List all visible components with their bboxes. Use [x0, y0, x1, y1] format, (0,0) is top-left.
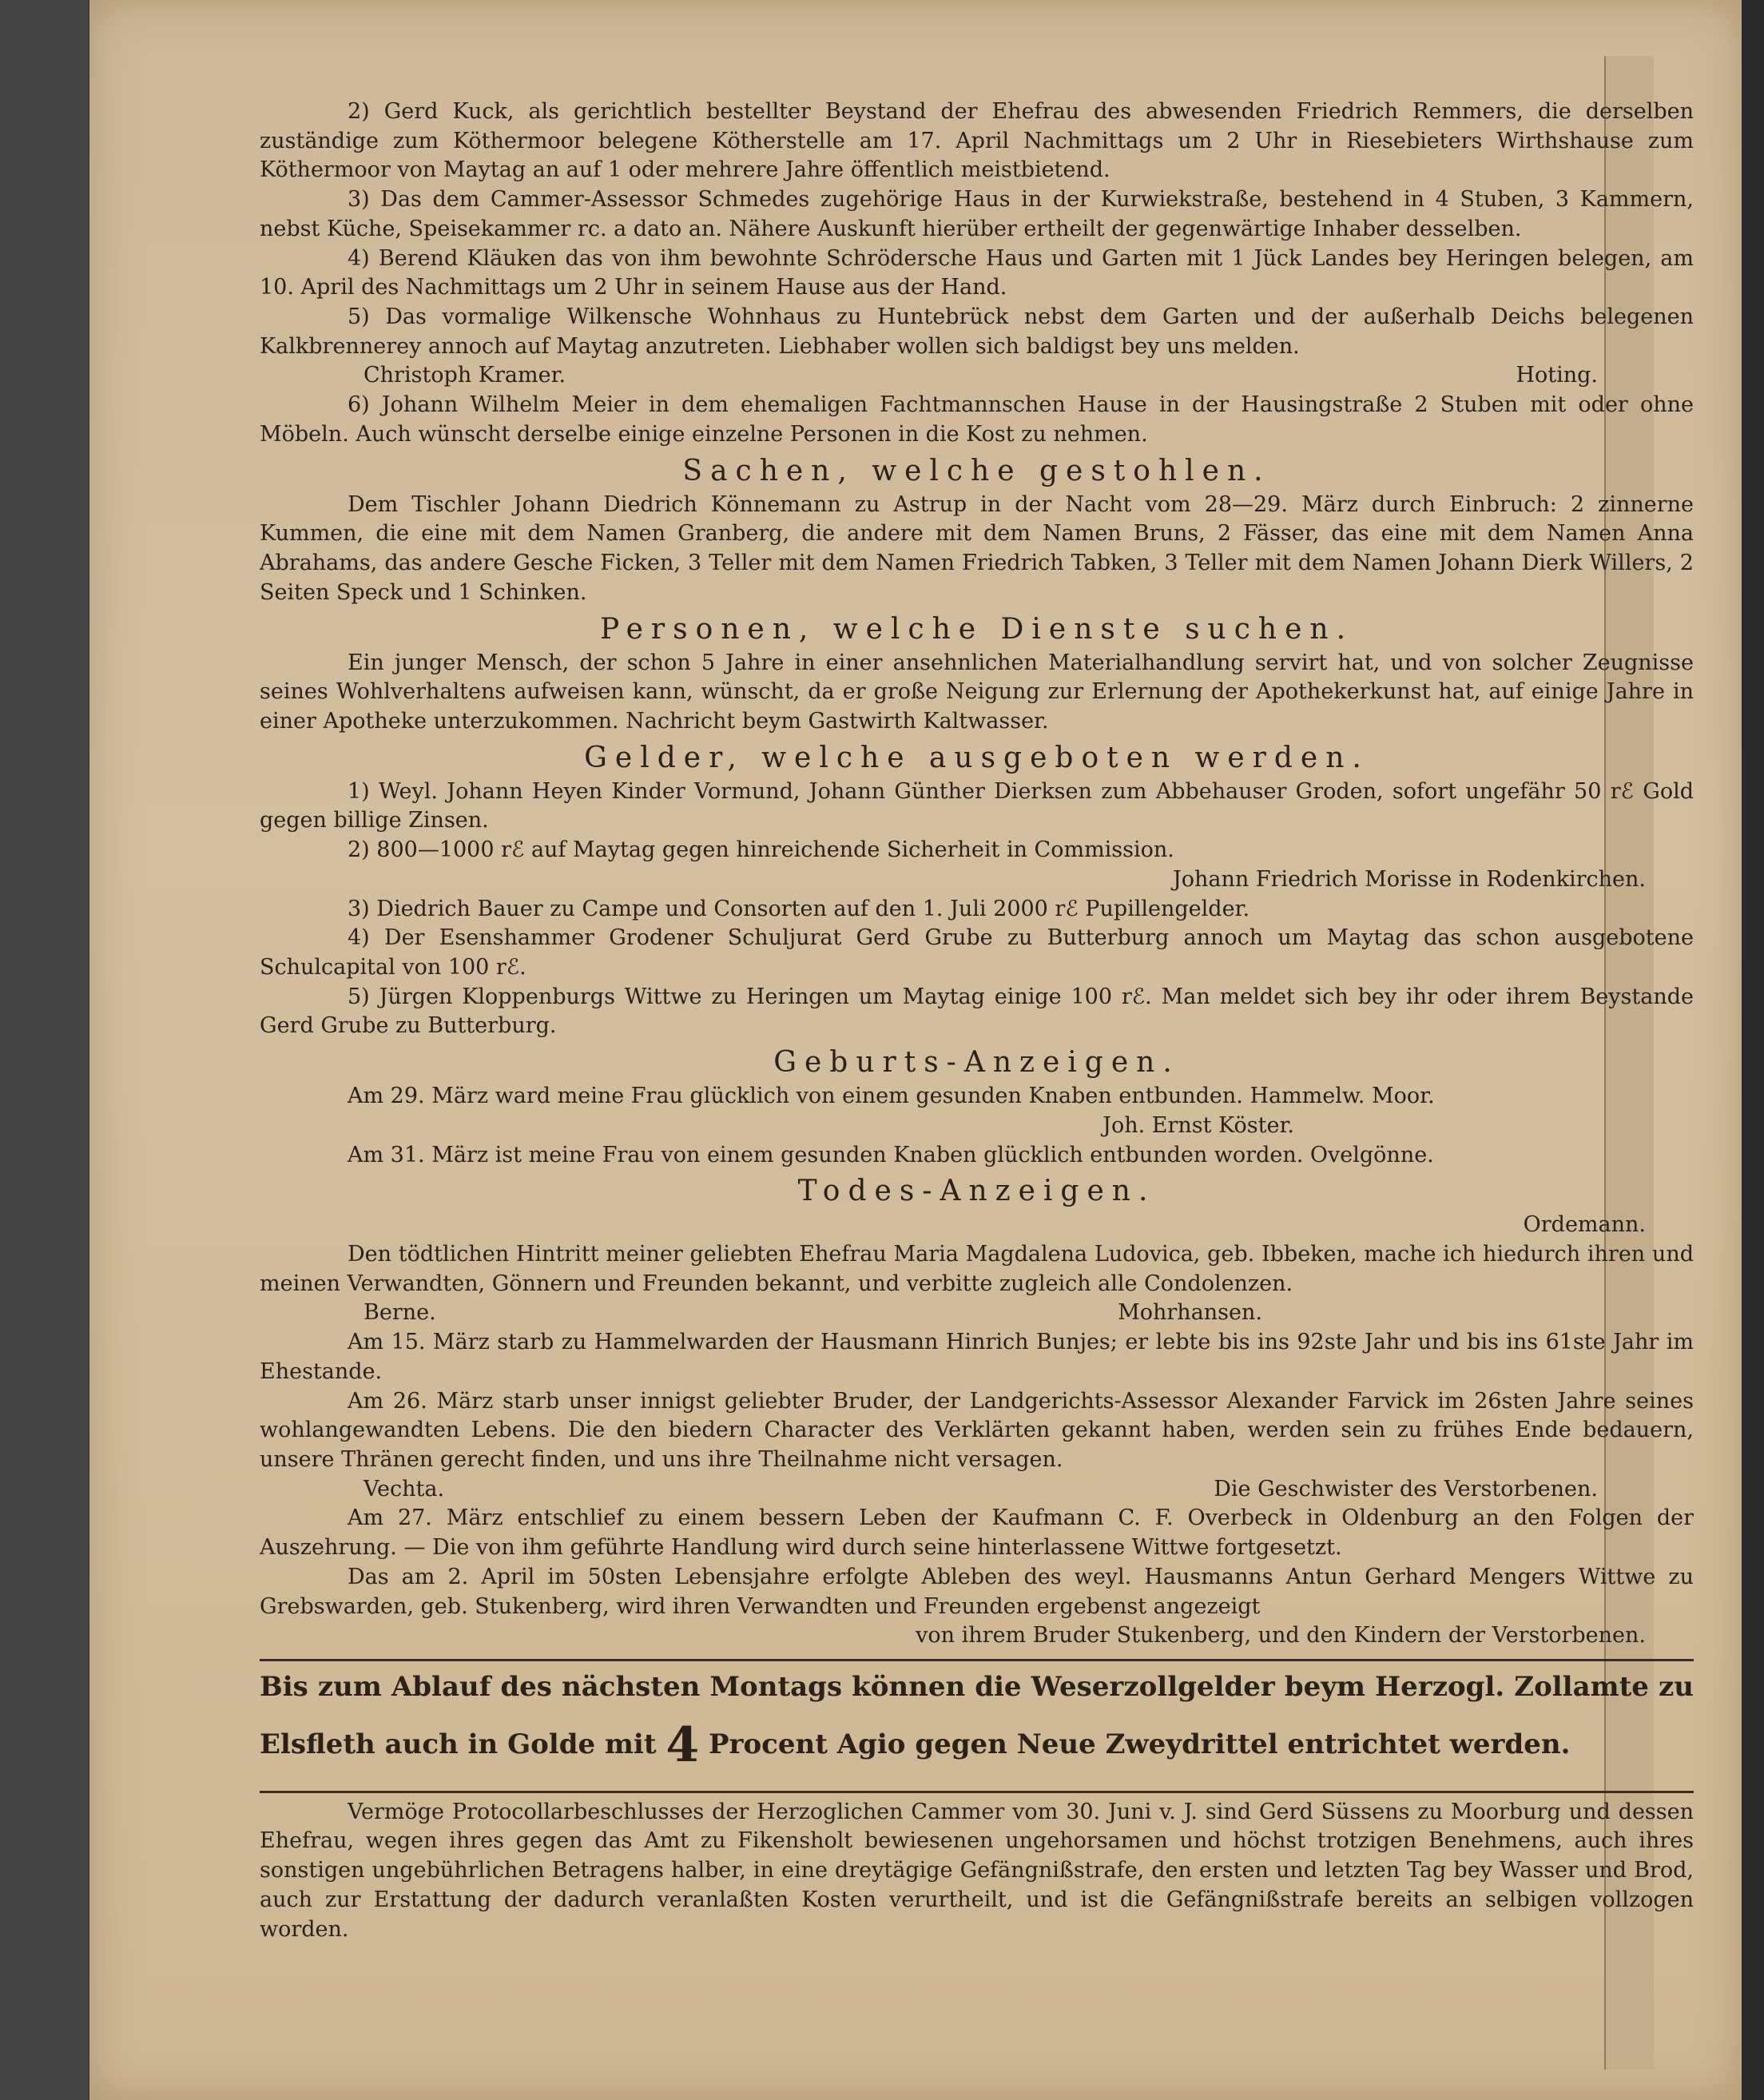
signature-mohrhansen: Mohrhansen.	[1118, 1300, 1262, 1326]
signature-geschwister: Die Geschwister des Verstorbenen.	[1214, 1476, 1598, 1501]
money-item-4: 4) Der Esenshammer Grodener Schuljurat Gerd Grube zu Butterburg annoch um Maytag das schon ausgebotene Schulcapital von 100 rℰ.	[260, 925, 1694, 980]
notice-item-2: 2) Gerd Kuck, als gerichtlich bestellter Beystand der Ehefrau des abwesenden Friedrich Remmers, die derselben zuständige zum Köthermoor belegene Kötherstelle am 17. April Nachmittags um 2 Uhr in Riesebieters Wirthshause zum Köthermoor von Maytag an auf 1 oder mehrere Jahre öffentlich meistbietend.	[260, 99, 1694, 183]
birth-notice-2: Am 31. März ist meine Frau von einem gesunden Knaben glücklich entbunden worden. Ovelgönne.	[348, 1142, 1434, 1167]
money-item-1: 1) Weyl. Johann Heyen Kinder Vormund, Johann Günther Dierksen zum Abbehauser Groden, sofort ungefähr 50 rℰ Gold gegen billige Zinsen.	[260, 778, 1694, 833]
death-notice-5: Das am 2. April im 50sten Lebensjahre erfolgte Ableben des weyl. Hausmanns Antun Gerhard Mengers Wittwe zu Grebswarden, geb. Stukenberg, wird ihren Verwandten und Freunden ergebenst angezeigt	[260, 1564, 1694, 1619]
money-item-5: 5) Jürgen Kloppenburgs Wittwe zu Heringen um Maytag einige 100 rℰ. Man meldet sich bey ihr oder ihrem Beystande Gerd Grube zu Butterburg.	[260, 984, 1694, 1039]
signature-line	[260, 361, 1694, 391]
notice-item-4: 4) Berend Kläuken das von ihm bewohnte Schrödersche Haus und Garten mit 1 Jück Landes bey Heringen belegen, am 10. April des Nachmittags um 2 Uhr in seinem Hause aus der Hand.	[260, 245, 1694, 300]
signature-koester: Joh. Ernst Köster.	[1102, 1112, 1294, 1138]
death-notice-3: Am 26. März starb unser innigst geliebter Bruder, der Landgerichts-Assessor Alexander Farvick im 26sten Jahre seines wohlangewandten Lebens. Die den biedern Character des Verklärten gekannt haben, werden sein zu frühes Ende bedauern, unsere Thränen gerecht finden, und uns ihre Theilnahme nicht versagen.	[260, 1388, 1694, 1473]
customs-notice-percent: 4	[665, 1716, 700, 1773]
money-item-3: 3) Diedrich Bauer zu Campe und Consorten auf den 1. Juli 2000 rℰ Pupillengelder.	[348, 896, 1250, 921]
scanner-background-left	[0, 0, 88, 2100]
signature-stukenberg: von ihrem Bruder Stukenberg, und den Kindern der Verstorbenen.	[916, 1623, 1646, 1649]
job-seeker-notice: Ein junger Mensch, der schon 5 Jahre in einer ansehnlichen Materialhandlung servirt hat, und von solcher Zeugnisse seines Wohlverhaltens aufweisen kann, wünscht, da er große Neigung zur Erlernung der Apothekerkunst hat, auf einige Jahre in einer Apotheke unterzukommen. Nachricht beym Gastwirth Kaltwasser.	[260, 650, 1694, 734]
notice-item-3: 3) Das dem Cammer-Assessor Schmedes zugehörige Haus in der Kurwiekstraße, bestehend in 4 Stuben, 3 Kammern, nebst Küche, Speisekammer rc. a dato an. Nähere Auskunft hierüber ertheilt der gegenwärtige Inhaber desselben.	[260, 187, 1694, 241]
chamber-decision-notice: Vermöge Protocollarbeschlusses der Herzoglichen Cammer vom 30. Juni v. J. sind Gerd Süssens zu Moorburg und dessen Ehefrau, wegen ihres gegen das Amt zu Fikensholt bewiesenen ungehorsamen und höchst trotzigen Benehmens, auch ihres sonstigen ungebührlichen Betragens halber, in eine dreytägige Gefängnißstrafe, den ersten und letzten Tag bey Wasser und Brod, auch zur Erstattung der dadurch veranlaßten Kosten verurtheilt, und ist die Gefängnißstrafe bereits an selbigen vollzogen worden.	[260, 1799, 1694, 1942]
death-notice-2: Am 15. März starb zu Hammelwarden der Hausmann Hinrich Bunjes; er lebte bis ins 92ste Jahr und bis ins 61ste Jahr im Ehestande.	[260, 1330, 1694, 1384]
signature-kramer: Christoph Kramer.	[364, 363, 566, 388]
death-notice-1: Den tödtlichen Hintritt meiner geliebten Ehefrau Maria Magdalena Ludovica, geb. Ibbeken, mache ich hiedurch ihren und meinen Verwandten, Gönnern und Freunden bekannt, und verbitte zugleich alle Condolenzen.	[260, 1242, 1694, 1296]
divider-rule	[260, 1659, 1694, 1661]
signature-morisse: Johann Friedrich Morisse in Rodenkirchen.	[1172, 866, 1646, 892]
section-heading-stolen: Sachen, welche gestohlen.	[682, 454, 1271, 487]
section-heading-money: Gelder, welche ausgeboten werden.	[584, 741, 1369, 774]
money-item-2: 2) 800—1000 rℰ auf Maytag gegen hinreichende Sicherheit in Commission.	[348, 837, 1174, 863]
section-heading-persons: Personen, welche Dienste suchen.	[599, 612, 1354, 646]
section-heading-deaths: Todes-Anzeigen.	[797, 1175, 1156, 1208]
notice-item-5: 5) Das vormalige Wilkensche Wohnhaus zu Huntebrück nebst dem Garten und der außerhalb Deichs belegenen Kalkbrennerey annoch auf Maytag anzutreten. Liebhaber wollen sich baldigst bey uns melden.	[260, 304, 1694, 359]
divider-rule	[260, 1791, 1694, 1793]
signature-hoting: Hoting.	[1516, 363, 1598, 388]
customs-notice-text-a: Bis zum Ablauf des nächsten Montags können die Weserzollgelder beym Herzogl. Zollamte zu Elsfleth auch in Golde mit	[260, 1671, 1694, 1760]
page-content	[260, 97, 1694, 1944]
stolen-goods-notice: Dem Tischler Johann Diedrich Könnemann zu Astrup in der Nacht vom 28—29. März durch Einbruch: 2 zinnerne Kummen, die eine mit dem Namen Granberg, die andere mit dem Namen Bruns, 2 Fässer, das eine mit dem Namen Anna Abrahams, das andere Gesche Ficken, 3 Teller mit dem Namen Friedrich Tabken, 3 Teller mit dem Namen Johann Dierk Willers, 2 Seiten Speck und 1 Schinken.	[260, 491, 1694, 605]
signature-berne: Berne.	[364, 1300, 436, 1326]
signature-line	[260, 1475, 1694, 1505]
signature-vechta: Vechta.	[364, 1476, 445, 1501]
signature-ordemann: Ordemann.	[1523, 1212, 1646, 1238]
customs-notice-text-b: Procent Agio gegen Neue Zweydrittel entrichtet werden.	[708, 1728, 1571, 1760]
customs-notice	[260, 1666, 1694, 1783]
birth-notice-1: Am 29. März ward meine Frau glücklich von einem gesunden Knaben entbunden. Hammelw. Moor.	[348, 1084, 1435, 1109]
notice-item-6: 6) Johann Wilhelm Meier in dem ehemaligen Fachtmannschen Hause in der Hausingstraße 2 Stuben mit oder ohne Möbeln. Auch wünscht derselbe einige einzelne Personen in die Kost zu nehmen.	[260, 392, 1694, 447]
section-heading-births: Geburts-Anzeigen.	[773, 1046, 1180, 1080]
signature-line	[260, 1299, 1694, 1328]
death-notice-4: Am 27. März entschlief zu einem bessern Leben der Kaufmann C. F. Overbeck in Oldenburg an den Folgen der Auszehrung. — Die von ihm geführte Handlung wird durch seine hinterlassene Wittwe fortgesetzt.	[260, 1505, 1694, 1561]
